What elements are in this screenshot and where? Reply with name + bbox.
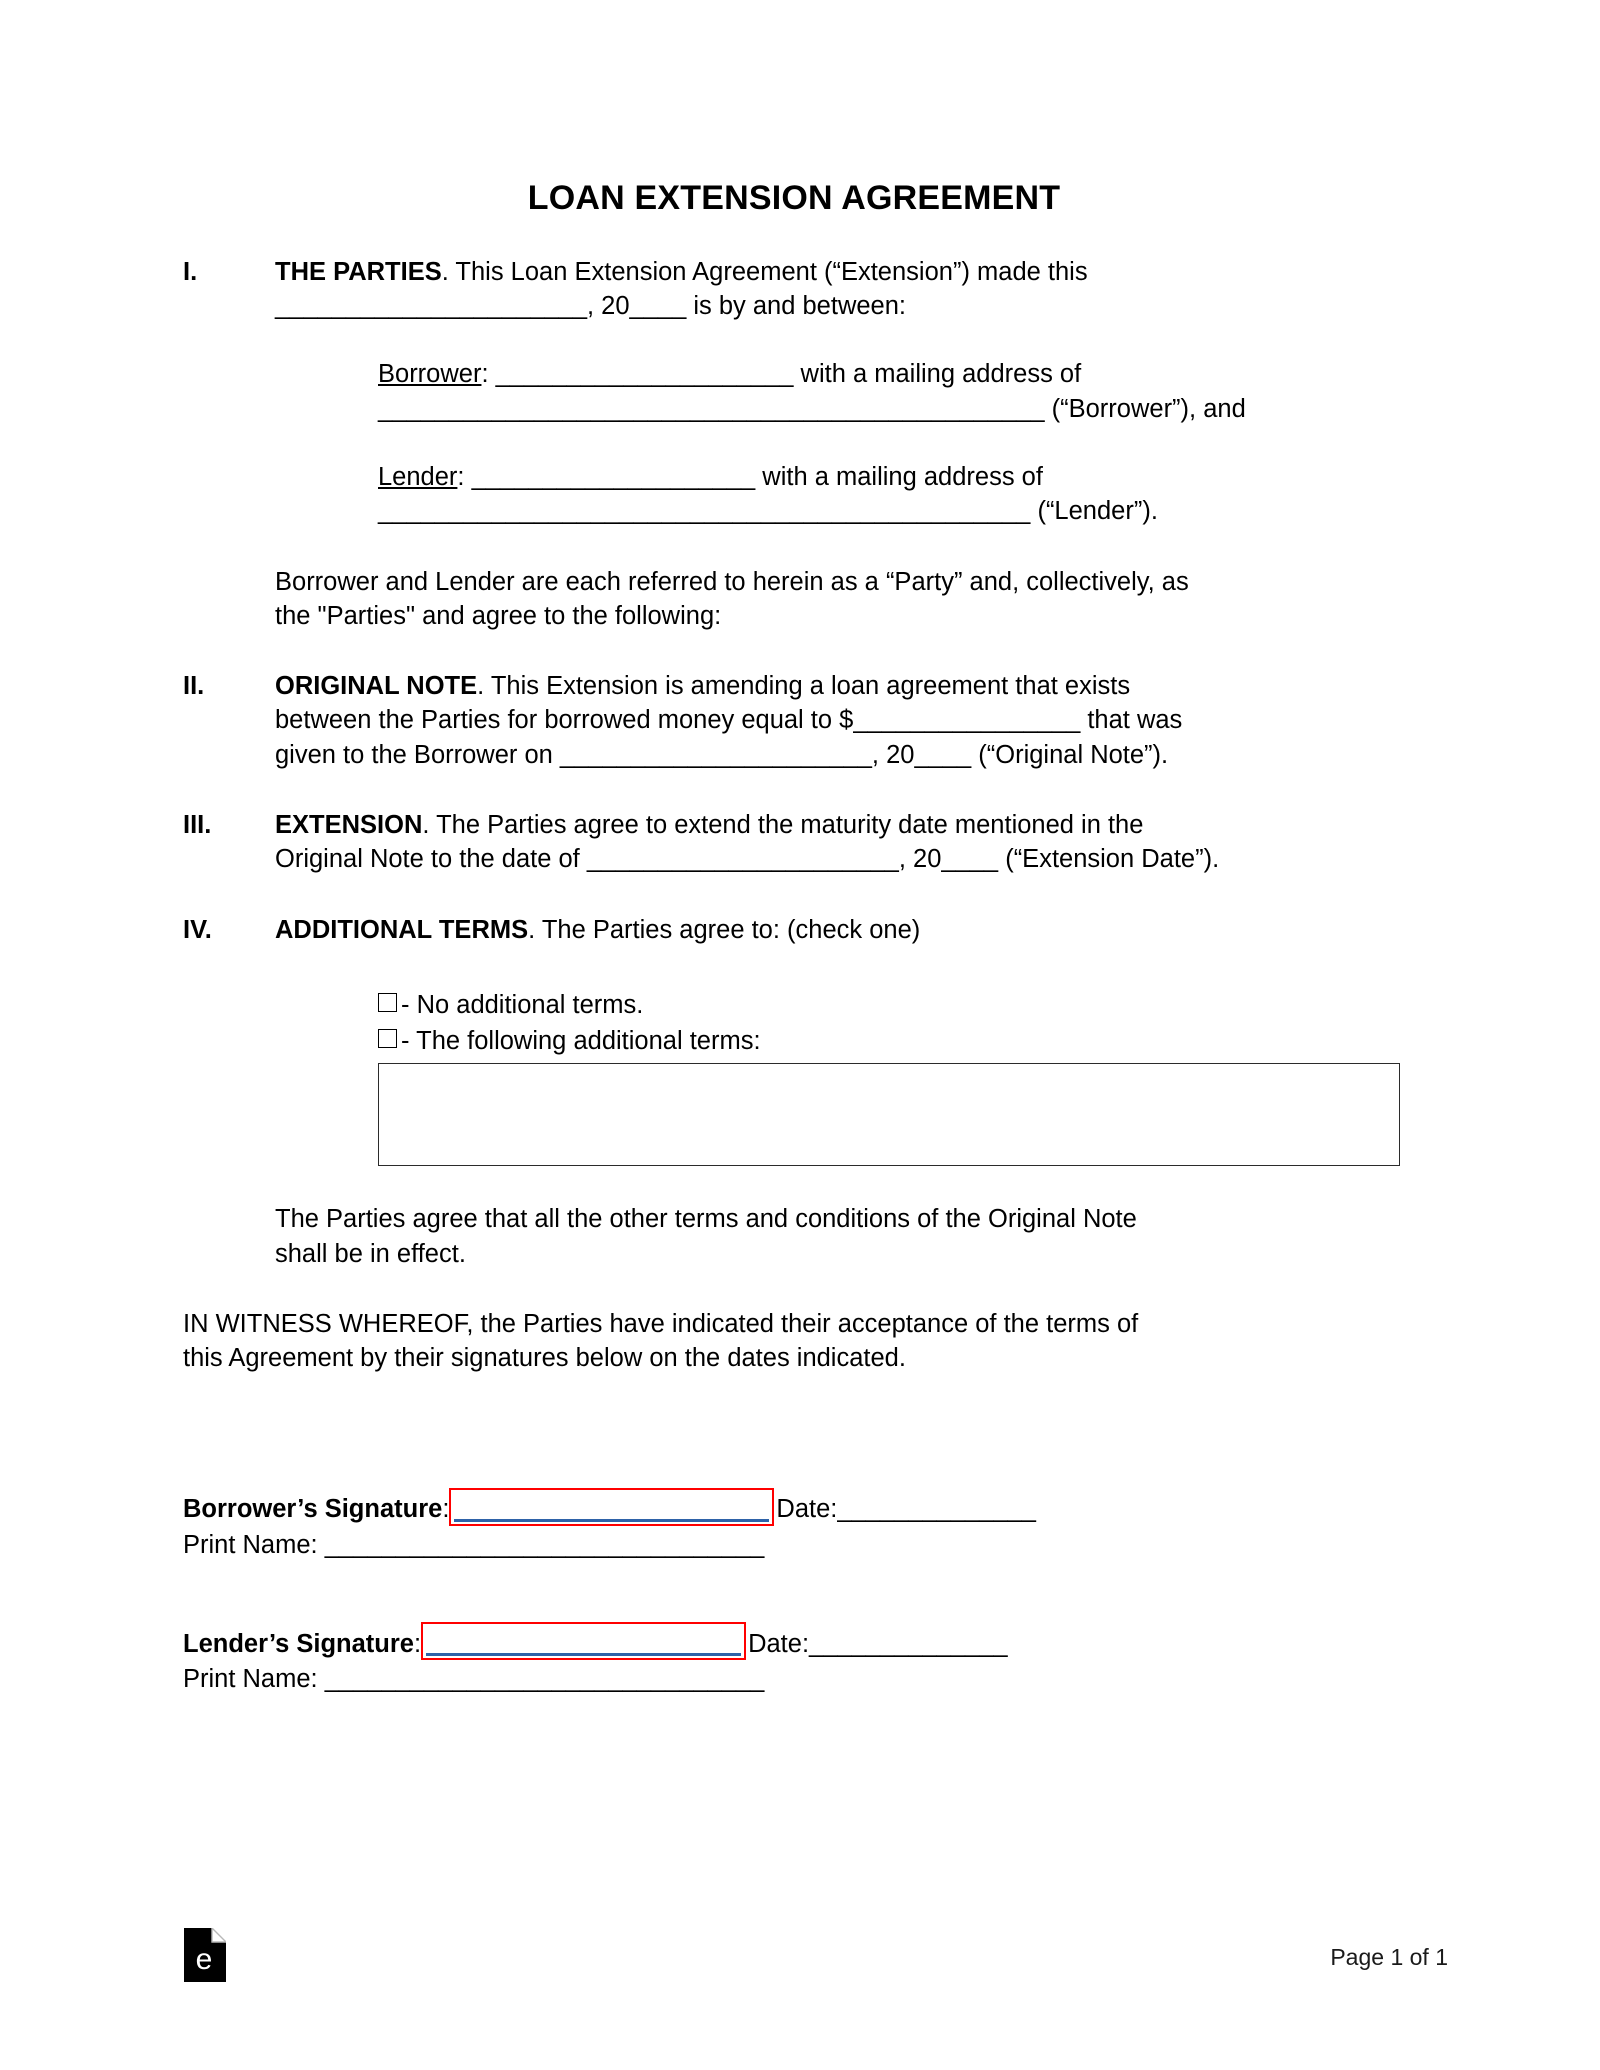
section-numeral-i: I. bbox=[183, 257, 198, 286]
other-terms-in-effect-paragraph bbox=[275, 1202, 1405, 1271]
choice-following-additional-terms-label: - The following additional terms: bbox=[401, 1027, 761, 1056]
parties-closing-line2: the "Parties" and agree to the following: bbox=[275, 601, 722, 630]
lender-signature-block bbox=[183, 1622, 1405, 1697]
document-page-icon bbox=[184, 1928, 226, 1982]
lender-signature-label: Lender’s Signature bbox=[183, 1629, 414, 1658]
eforms-logo-letter: e bbox=[195, 1943, 213, 1976]
borrower-line2: _______________________________________________ (“Borrower”), and bbox=[378, 394, 1246, 423]
additional-terms-textarea[interactable] bbox=[378, 1063, 1400, 1166]
lender-date-label: Date: bbox=[748, 1629, 810, 1658]
borrower-date-label: Date: bbox=[776, 1494, 838, 1523]
borrower-signature-row bbox=[183, 1488, 1405, 1527]
lender-signature-underline bbox=[426, 1653, 741, 1656]
lender-signature-colon: : bbox=[413, 1629, 422, 1658]
section-numeral-iii: III. bbox=[183, 811, 212, 840]
page-title: LOAN EXTENSION AGREEMENT bbox=[527, 179, 1061, 217]
choice-following-additional-terms[interactable] bbox=[378, 1023, 1405, 1059]
section-ii-line2: between the Parties for borrowed money equal to $________________ that was bbox=[275, 706, 1183, 735]
section-extension bbox=[183, 808, 1405, 877]
lender-date-blank[interactable]: ______________ bbox=[809, 1629, 1008, 1658]
lender-print-name-row bbox=[183, 1663, 1405, 1697]
section-additional-terms bbox=[183, 913, 1405, 947]
section-i-text-line2: ______________________, 20____ is by and between: bbox=[275, 292, 906, 321]
lender-print-name-label: Print Name: bbox=[183, 1665, 325, 1694]
lender-print-name-blank[interactable]: _______________________________ bbox=[324, 1665, 765, 1694]
section-original-note bbox=[183, 669, 1405, 772]
section-ii-line3: given to the Borrower on ______________________, 20____ (“Original Note”). bbox=[275, 740, 1169, 769]
borrower-print-name-label: Print Name: bbox=[183, 1530, 325, 1559]
section-iv-line1: . The Parties agree to: (check one) bbox=[528, 915, 921, 944]
borrower-signature-colon: : bbox=[442, 1494, 450, 1523]
borrower-signature-label: Borrower’s Signature bbox=[183, 1494, 443, 1523]
page-number: Page 1 of 1 bbox=[1330, 1944, 1448, 1970]
parties-closing-paragraph bbox=[275, 565, 1405, 634]
section-the-parties bbox=[183, 255, 1405, 324]
section-ii-line1: . This Extension is amending a loan agreement that exists bbox=[477, 672, 1131, 701]
section-iii-line1: . The Parties agree to extend the maturity date mentioned in the bbox=[422, 811, 1144, 840]
witness-line2: this Agreement by their signatures below on the dates indicated. bbox=[183, 1344, 906, 1373]
lender-party-block bbox=[378, 460, 1405, 529]
section-iii-heading: EXTENSION bbox=[275, 811, 423, 840]
borrower-signature-underline bbox=[454, 1519, 769, 1522]
section-ii-heading: ORIGINAL NOTE bbox=[275, 672, 478, 701]
lender-line2: ______________________________________________ (“Lender”). bbox=[378, 497, 1158, 526]
choice-no-additional-terms[interactable] bbox=[378, 987, 1405, 1023]
effect-line1: The Parties agree that all the other terms and conditions of the Original Note bbox=[275, 1205, 1137, 1234]
borrower-signature-input[interactable] bbox=[449, 1488, 774, 1526]
section-iii-body bbox=[275, 808, 1405, 877]
borrower-date-blank[interactable]: ______________ bbox=[837, 1494, 1036, 1523]
section-numeral-ii: II. bbox=[183, 672, 205, 701]
borrower-signature-block bbox=[183, 1488, 1405, 1563]
lender-signature-row bbox=[183, 1622, 1405, 1661]
choice-no-additional-terms-label: - No additional terms. bbox=[401, 990, 644, 1019]
section-iii-line2: Original Note to the date of ______________________, 20____ (“Extension Date”). bbox=[275, 845, 1220, 874]
effect-line2: shall be in effect. bbox=[275, 1239, 466, 1268]
section-iv-body bbox=[275, 913, 1405, 947]
section-numeral-iv: IV. bbox=[183, 915, 212, 944]
in-witness-whereof-paragraph bbox=[183, 1307, 1405, 1376]
section-i-body bbox=[275, 255, 1405, 324]
borrower-label: Borrower bbox=[378, 360, 482, 389]
borrower-print-name-row bbox=[183, 1529, 1405, 1563]
checkbox-following-terms-icon[interactable] bbox=[378, 1029, 397, 1048]
eforms-logo[interactable] bbox=[184, 1928, 226, 1982]
checkbox-no-additional-terms-icon[interactable] bbox=[378, 993, 397, 1012]
section-iv-heading: ADDITIONAL TERMS bbox=[275, 915, 529, 944]
witness-line1: IN WITNESS WHEREOF, the Parties have indicated their acceptance of the terms of bbox=[183, 1309, 1139, 1338]
lender-signature-input[interactable] bbox=[421, 1622, 746, 1660]
borrower-party-block bbox=[378, 357, 1405, 426]
borrower-print-name-blank[interactable]: _______________________________ bbox=[324, 1530, 765, 1559]
lender-line1-rest: : ____________________ with a mailing address of bbox=[457, 462, 1043, 491]
additional-terms-choices bbox=[378, 987, 1405, 1059]
lender-label: Lender bbox=[378, 462, 458, 491]
parties-closing-line1: Borrower and Lender are each referred to herein as a “Party” and, collectively, as bbox=[275, 567, 1189, 596]
section-ii-body bbox=[275, 669, 1405, 772]
section-i-heading: THE PARTIES bbox=[275, 257, 442, 286]
section-i-text-line1: . This Loan Extension Agreement (“Extension”) made this bbox=[441, 257, 1088, 286]
document-body bbox=[183, 0, 1405, 1697]
borrower-line1-rest: : _____________________ with a mailing address of bbox=[481, 360, 1082, 389]
